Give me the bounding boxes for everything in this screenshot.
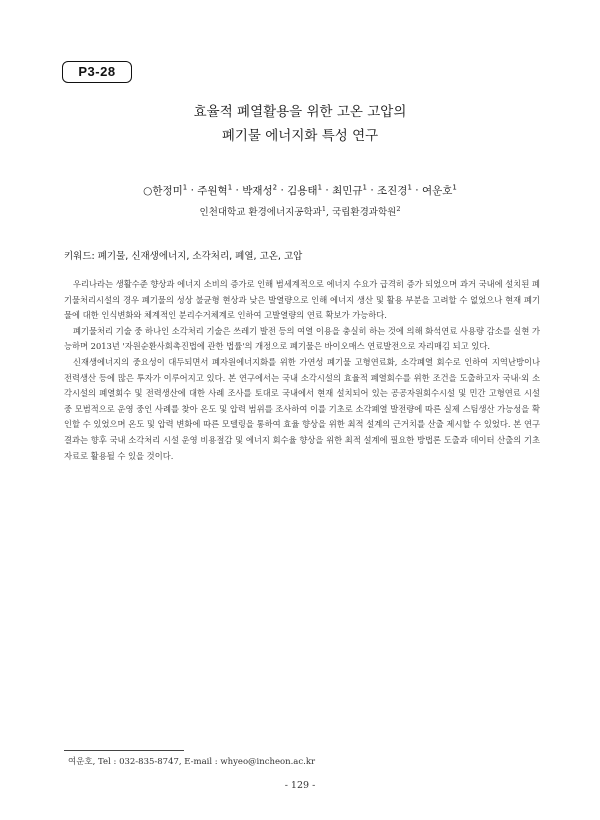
author: 주원혁$^1$ [197,183,233,197]
paragraph: 우리나라는 생활수준 향상과 에너지 소비의 증가로 인해 범세계적으로 에너지 수요가 급격히 증가 되었으며 과거 국내에 설치된 폐기물처리시설의 경우 폐기물의 성상 불균형 현상과 낮은 발열량으로 인해 에너지 생산 및 활용 부분을 고려할 수 없었으나 현재 폐기물에 대한 인식변화와 체계적인 분리수거체계로 인하여 고발열량의 연료 확보가 가능하다. [64,279,540,321]
author: 조진경$^1$ [377,183,412,197]
title-line-2: 폐기물 에너지화 특성 연구 [221,128,379,144]
footnote-divider [64,750,184,751]
author: 박재성$^2$ [242,183,278,197]
paper-title [60,100,540,148]
author-separator: · [280,184,284,197]
affiliation: 국립환경과학원$^2$ [332,205,401,219]
author-list [60,180,540,198]
author-separator: · [190,184,194,197]
paragraph: 폐기물처리 기술 중 하나인 소각처리 기술은 쓰레기 발전 등의 여열 이용을 충실히 하는 것에 의해 화석연료 사용량 감소를 실현 가능하며 2013년 '자원순환사회촉진법에 관한 법률'의 개정으로 폐기물은 바이오매스 연료발전으로 자리매김 되고 있다. [64,325,540,352]
abstract-body [64,277,540,464]
paragraph: 신재생에너지의 중요성이 대두되면서 폐자원에너지화를 위한 가연성 폐기물 고형연료화, 소각폐열 회수로 인하여 지역난방이나 전력생산 등에 많은 투자가 이루어지고 있다. 본 연구에서는 국내 소각시설의 효율적 폐열회수를 위한 조건을 도출하고자 국내·외 소각시설의 폐열회수 및 전력생산에 대한 사례 조사를 토대로 국내에서 현재 설치되어 있는 공공자원회수시설 및 민간 고형연료 시설 중 모범적으로 운영 중인 사례를 찾아 온도 및 압력 범위를 조사하여 이를 기초로 소각폐열 발전량에 따른 실제 스팀생산 가능성을 확인할 수 있었으며 온도 및 압력 변화에 따른 모델링을 통하여 효율 향상을 위한 최적 설계의 근거치를 산출 제시할 수 있었다. 본 연구결과는 향후 국내 소각처리 시설 운영 비용절감 및 에너지 회수율 향상을 위한 최적 설계에 필요한 방법론 도출과 데이터 산출의 기초자료로 활용될 수 있을 것이다. [64,356,540,461]
session-code-badge: P3-28 [62,61,132,83]
title-line-1: 효율적 폐열활용을 위한 고온 고압의 [193,104,407,120]
author: 최민규$^1$ [332,183,367,197]
author-separator: · [325,184,329,197]
page-number: - 129 - [284,780,316,791]
author: ○한정미$^1$ [143,183,188,197]
corresponding-author-footnote: 여운호, Tel : 032-835-8747, E-mail : whyeo@incheon.ac.kr [68,757,316,767]
author-separator: · [370,184,374,197]
keywords: 키워드: 폐기물, 신재생에너지, 소각처리, 폐열, 고온, 고압 [64,251,303,262]
author-separator: · [415,184,419,197]
author: 여운호$^1$ [421,183,457,197]
author-separator: · [235,184,239,197]
affiliations [60,202,540,220]
affiliation: 인천대학교 환경에너지공학과$^1$, [199,205,330,219]
author: 김용태$^1$ [287,183,323,197]
